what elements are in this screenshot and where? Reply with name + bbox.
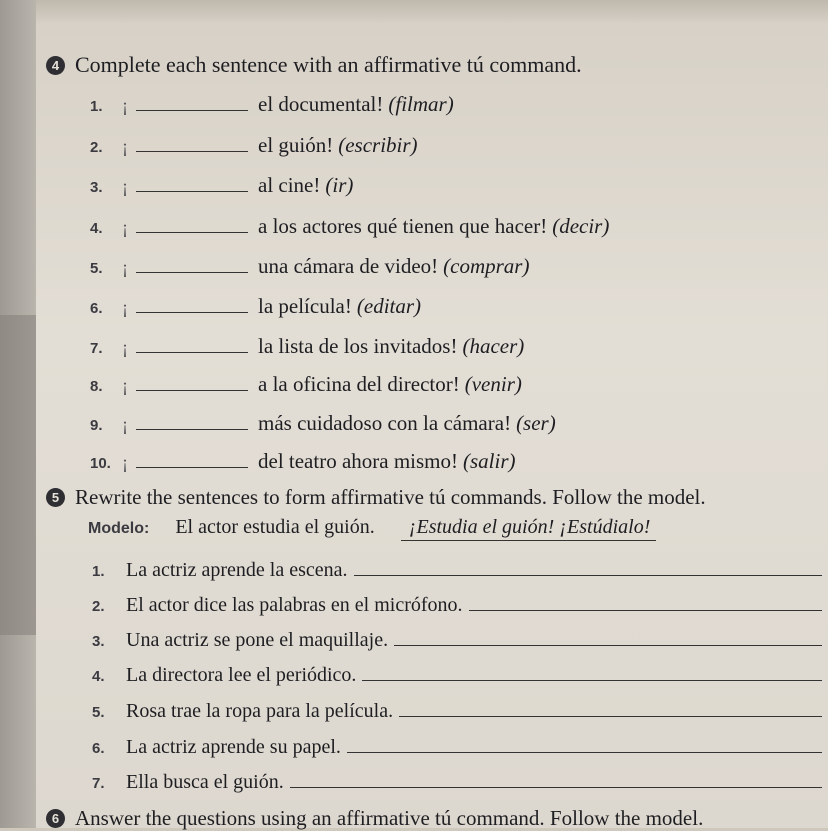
opening-exclamation: ¡ (122, 95, 128, 115)
page-edge-shadow (0, 315, 36, 635)
modelo-sentence: El actor estudia el guión. (175, 516, 375, 538)
exercise-5-item (92, 771, 822, 794)
sentence-text: el documental! (258, 92, 384, 116)
answer-blank[interactable] (136, 94, 248, 111)
section-6-title: Answer the questions using an affirmative tú command. Follow the model. (75, 806, 704, 830)
exercise-5-item (92, 736, 822, 759)
item-number: 2. (90, 139, 103, 156)
item-number: 7. (92, 775, 105, 792)
item-number: 1. (92, 563, 105, 580)
answer-line[interactable] (394, 631, 822, 646)
sentence-text: al cine! (258, 173, 321, 197)
sentence-text: el guión! (258, 133, 334, 157)
sentence-text: una cámara de video! (258, 254, 439, 278)
item-number: 4. (90, 220, 103, 237)
exercise-5-item (92, 559, 822, 582)
answer-blank[interactable] (136, 413, 248, 430)
sentence-text: más cuidadoso con la cámara! (258, 411, 512, 435)
sentence-text: la película! (258, 294, 352, 318)
opening-exclamation: ¡ (122, 297, 128, 317)
verb-hint: (hacer) (462, 334, 525, 358)
answer-blank[interactable] (136, 135, 248, 152)
exercise-5-item (92, 700, 822, 723)
item-number: 1. (90, 98, 103, 115)
answer-blank[interactable] (136, 451, 248, 468)
section-4-title: Complete each sentence with an affirmative tú command. (75, 52, 582, 77)
opening-exclamation: ¡ (122, 337, 128, 357)
modelo-label: Modelo: (88, 520, 150, 537)
verb-hint: (filmar) (388, 92, 454, 116)
opening-exclamation: ¡ (122, 176, 128, 196)
section-5-number: 5 (46, 488, 65, 507)
verb-hint: (escribir) (338, 133, 418, 157)
item-number: 5. (90, 260, 103, 277)
section-5-heading (46, 485, 706, 510)
verb-hint: (decir) (552, 214, 610, 238)
answer-blank[interactable] (136, 374, 248, 391)
sentence-text: El actor dice las palabras en el micrófono. (126, 594, 463, 616)
answer-blank[interactable] (136, 336, 248, 353)
sentence-text: Rosa trae la ropa para la película. (126, 700, 394, 722)
section-6-heading (46, 806, 703, 831)
verb-hint: (comprar) (443, 254, 530, 278)
verb-hint: (ir) (325, 173, 354, 197)
modelo-row (88, 516, 656, 541)
answer-line[interactable] (469, 596, 822, 611)
exercise-4-item (90, 294, 421, 319)
sentence-text: La actriz aprende la escena. (126, 559, 348, 581)
exercise-4-item (90, 411, 556, 436)
sentence-text: Una actriz se pone el maquillaje. (126, 629, 389, 651)
sentence-text: La actriz aprende su papel. (126, 736, 341, 758)
exercise-4-item (90, 334, 524, 359)
opening-exclamation: ¡ (122, 136, 128, 156)
item-number: 6. (92, 740, 105, 757)
opening-exclamation: ¡ (122, 375, 128, 395)
answer-line[interactable] (347, 738, 822, 753)
answer-blank[interactable] (136, 296, 248, 313)
exercise-4-item (90, 173, 353, 198)
section-6-number: 6 (46, 809, 65, 828)
item-number: 7. (90, 340, 103, 357)
item-number: 3. (92, 633, 105, 650)
answer-line[interactable] (290, 773, 822, 788)
item-number: 3. (90, 179, 103, 196)
exercise-4-item (90, 254, 529, 279)
opening-exclamation: ¡ (122, 257, 128, 277)
exercise-4-item (90, 214, 609, 239)
verb-hint: (venir) (464, 372, 522, 396)
item-number: 5. (92, 704, 105, 721)
section-4-heading (46, 52, 582, 78)
item-number: 2. (92, 598, 105, 615)
sentence-text: Ella busca el guión. (126, 771, 284, 793)
verb-hint: (salir) (463, 449, 516, 473)
sentence-text: a la oficina del director! (258, 372, 460, 396)
sentence-text: del teatro ahora mismo! (258, 449, 459, 473)
item-number: 9. (90, 417, 103, 434)
opening-exclamation: ¡ (122, 452, 128, 472)
sentence-text: a los actores qué tienen que hacer! (258, 214, 548, 238)
exercise-4-item (90, 372, 522, 397)
section-5-title: Rewrite the sentences to form affirmative tú commands. Follow the model. (75, 485, 706, 509)
item-number: 10. (90, 455, 111, 472)
answer-line[interactable] (362, 666, 822, 681)
modelo-answer: ¡Estudia el guión! ¡Estúdialo! (401, 516, 657, 541)
exercise-4-item (90, 133, 418, 158)
opening-exclamation: ¡ (122, 217, 128, 237)
item-number: 8. (90, 378, 103, 395)
exercise-5-item (92, 664, 822, 687)
sentence-text: La directora lee el periódico. (126, 664, 357, 686)
exercise-4-item (90, 449, 516, 474)
exercise-5-item (92, 594, 822, 617)
item-number: 4. (92, 668, 105, 685)
item-number: 6. (90, 300, 103, 317)
answer-line[interactable] (399, 702, 822, 717)
section-4-number: 4 (46, 56, 65, 75)
opening-exclamation: ¡ (122, 414, 128, 434)
answer-blank[interactable] (136, 175, 248, 192)
verb-hint: (editar) (356, 294, 422, 318)
answer-blank[interactable] (136, 256, 248, 273)
sentence-text: la lista de los invitados! (258, 334, 458, 358)
exercise-5-item (92, 629, 822, 652)
verb-hint: (ser) (516, 411, 556, 435)
exercise-4-item (90, 92, 454, 117)
page-top-shadow (0, 0, 828, 24)
answer-blank[interactable] (136, 216, 248, 233)
answer-line[interactable] (354, 561, 822, 576)
